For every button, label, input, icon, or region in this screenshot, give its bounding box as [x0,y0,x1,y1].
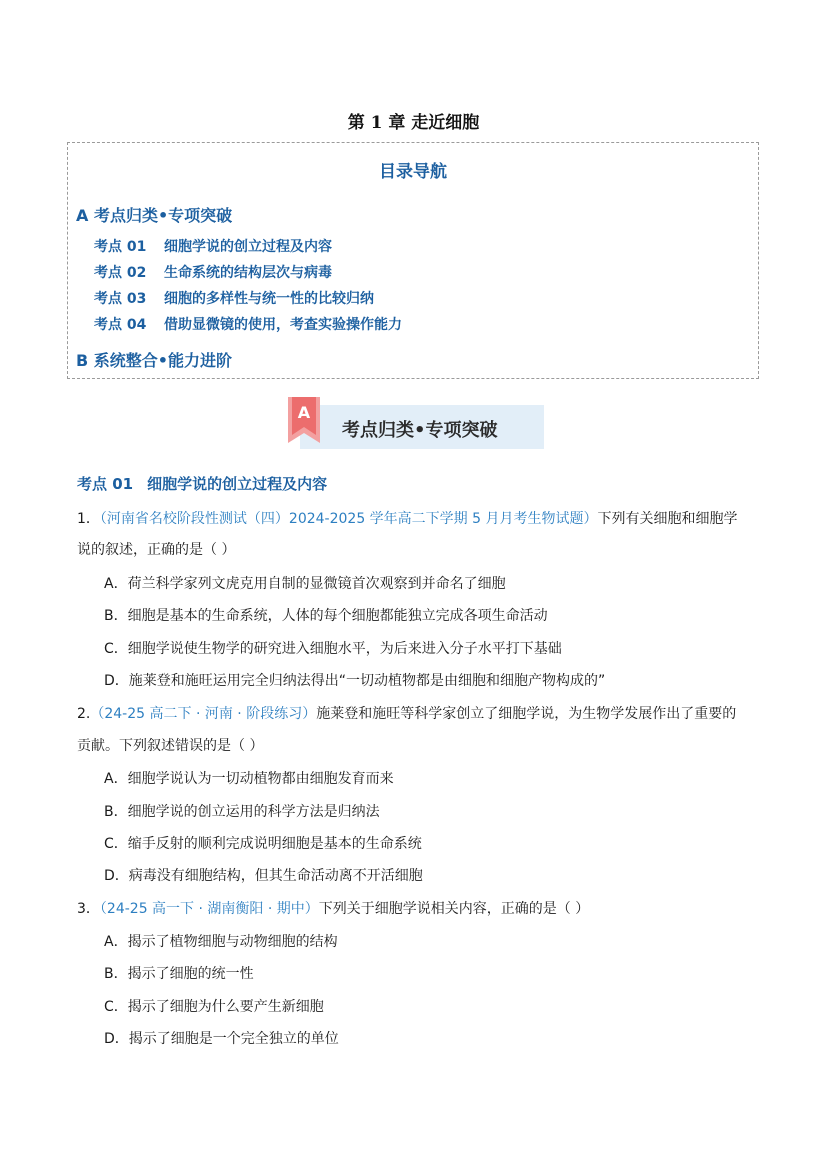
section-title [77,473,327,494]
question-stem: 下列关于细胞学说相关内容，正确的是（ ） [318,901,590,917]
question-2-option-a[interactable]: A．细胞学说认为一切动植物都由细胞发育而来 [104,771,394,787]
section-text: 细胞学说的创立过程及内容 [147,475,328,493]
toc-item-03[interactable] [94,288,374,308]
toc-item-01[interactable] [94,236,332,256]
question-source[interactable]: （24-25 高一下 · 湖南衡阳 · 期中） [99,901,319,917]
toc-item-code: 考点 04 [94,317,147,333]
question-1-stem-line2: 说的叙述，正确的是（ ） [77,542,236,558]
question-2-stem-line2: 贡献。下列叙述错误的是（ ） [77,738,264,754]
question-number: 3． [77,901,100,917]
question-3-option-d[interactable]: D．揭示了细胞是一个完全独立的单位 [104,1031,339,1047]
toc-item-code: 考点 03 [94,291,147,307]
question-source[interactable]: （河南省名校阶段性测试（四）2024-2025 学年高二下学期 5 月月考生物试题） [99,511,598,527]
bookmark-flag-icon [286,397,322,445]
section-code: 考点 01 [77,475,134,493]
toc-item-text: 细胞学说的创立过程及内容 [164,239,332,255]
question-stem: 下列有关细胞和细胞学 [597,511,738,527]
toc-item-04[interactable] [94,314,402,334]
toc-heading: 目录导航 [379,162,447,182]
toc-item-text: 细胞的多样性与统一性的比较归纳 [164,291,374,307]
question-1-option-c[interactable]: C．细胞学说使生物学的研究进入细胞水平，为后来进入分子水平打下基础 [104,641,562,657]
question-1-stem [77,508,738,528]
banner-text: 考点归类•专项突破 [342,420,498,441]
toc-item-code: 考点 02 [94,265,147,281]
question-2-stem [77,703,736,723]
toc-box [67,142,759,379]
question-number: 2. [77,706,91,722]
toc-item-text: 生命系统的结构层次与病毒 [164,265,332,281]
question-2-option-c[interactable]: C．缩手反射的顺利完成说明细胞是基本的生命系统 [104,836,422,852]
chapter-title: 第 1 章 走近细胞 [347,113,480,133]
question-stem: 施莱登和施旺等科学家创立了细胞学说，为生物学发展作出了重要的 [316,706,737,722]
question-3-option-a[interactable]: A．揭示了植物细胞与动物细胞的结构 [104,934,338,950]
section-banner [286,397,544,451]
toc-section-b[interactable]: B 系统整合•能力进阶 [76,351,232,370]
toc-section-a[interactable]: A 考点归类•专项突破 [76,206,233,225]
question-number: 1． [77,511,100,527]
question-3-stem [77,898,589,918]
question-1-option-d[interactable]: D．施莱登和施旺运用完全归纳法得出“一切动植物都是由细胞和细胞产物构成的” [104,673,606,689]
banner-letter: A [297,403,311,422]
toc-item-text: 借助显微镜的使用，考查实验操作能力 [164,317,402,333]
question-2-option-d[interactable]: D．病毒没有细胞结构，但其生命活动离不开活细胞 [104,868,423,884]
question-3-option-c[interactable]: C．揭示了细胞为什么要产生新细胞 [104,999,324,1015]
question-2-option-b[interactable]: B．细胞学说的创立运用的科学方法是归纳法 [104,804,380,820]
question-3-option-b[interactable]: B．揭示了细胞的统一性 [104,966,254,982]
question-1-option-b[interactable]: B．细胞是基本的生命系统，人体的每个细胞都能独立完成各项生命活动 [104,608,548,624]
toc-item-code: 考点 01 [94,239,147,255]
toc-item-02[interactable] [94,262,332,282]
question-1-option-a[interactable]: A．荷兰科学家列文虎克用自制的显微镜首次观察到并命名了细胞 [104,576,506,592]
question-source[interactable]: （24-25 高二下 · 河南 · 阶段练习） [90,706,317,722]
